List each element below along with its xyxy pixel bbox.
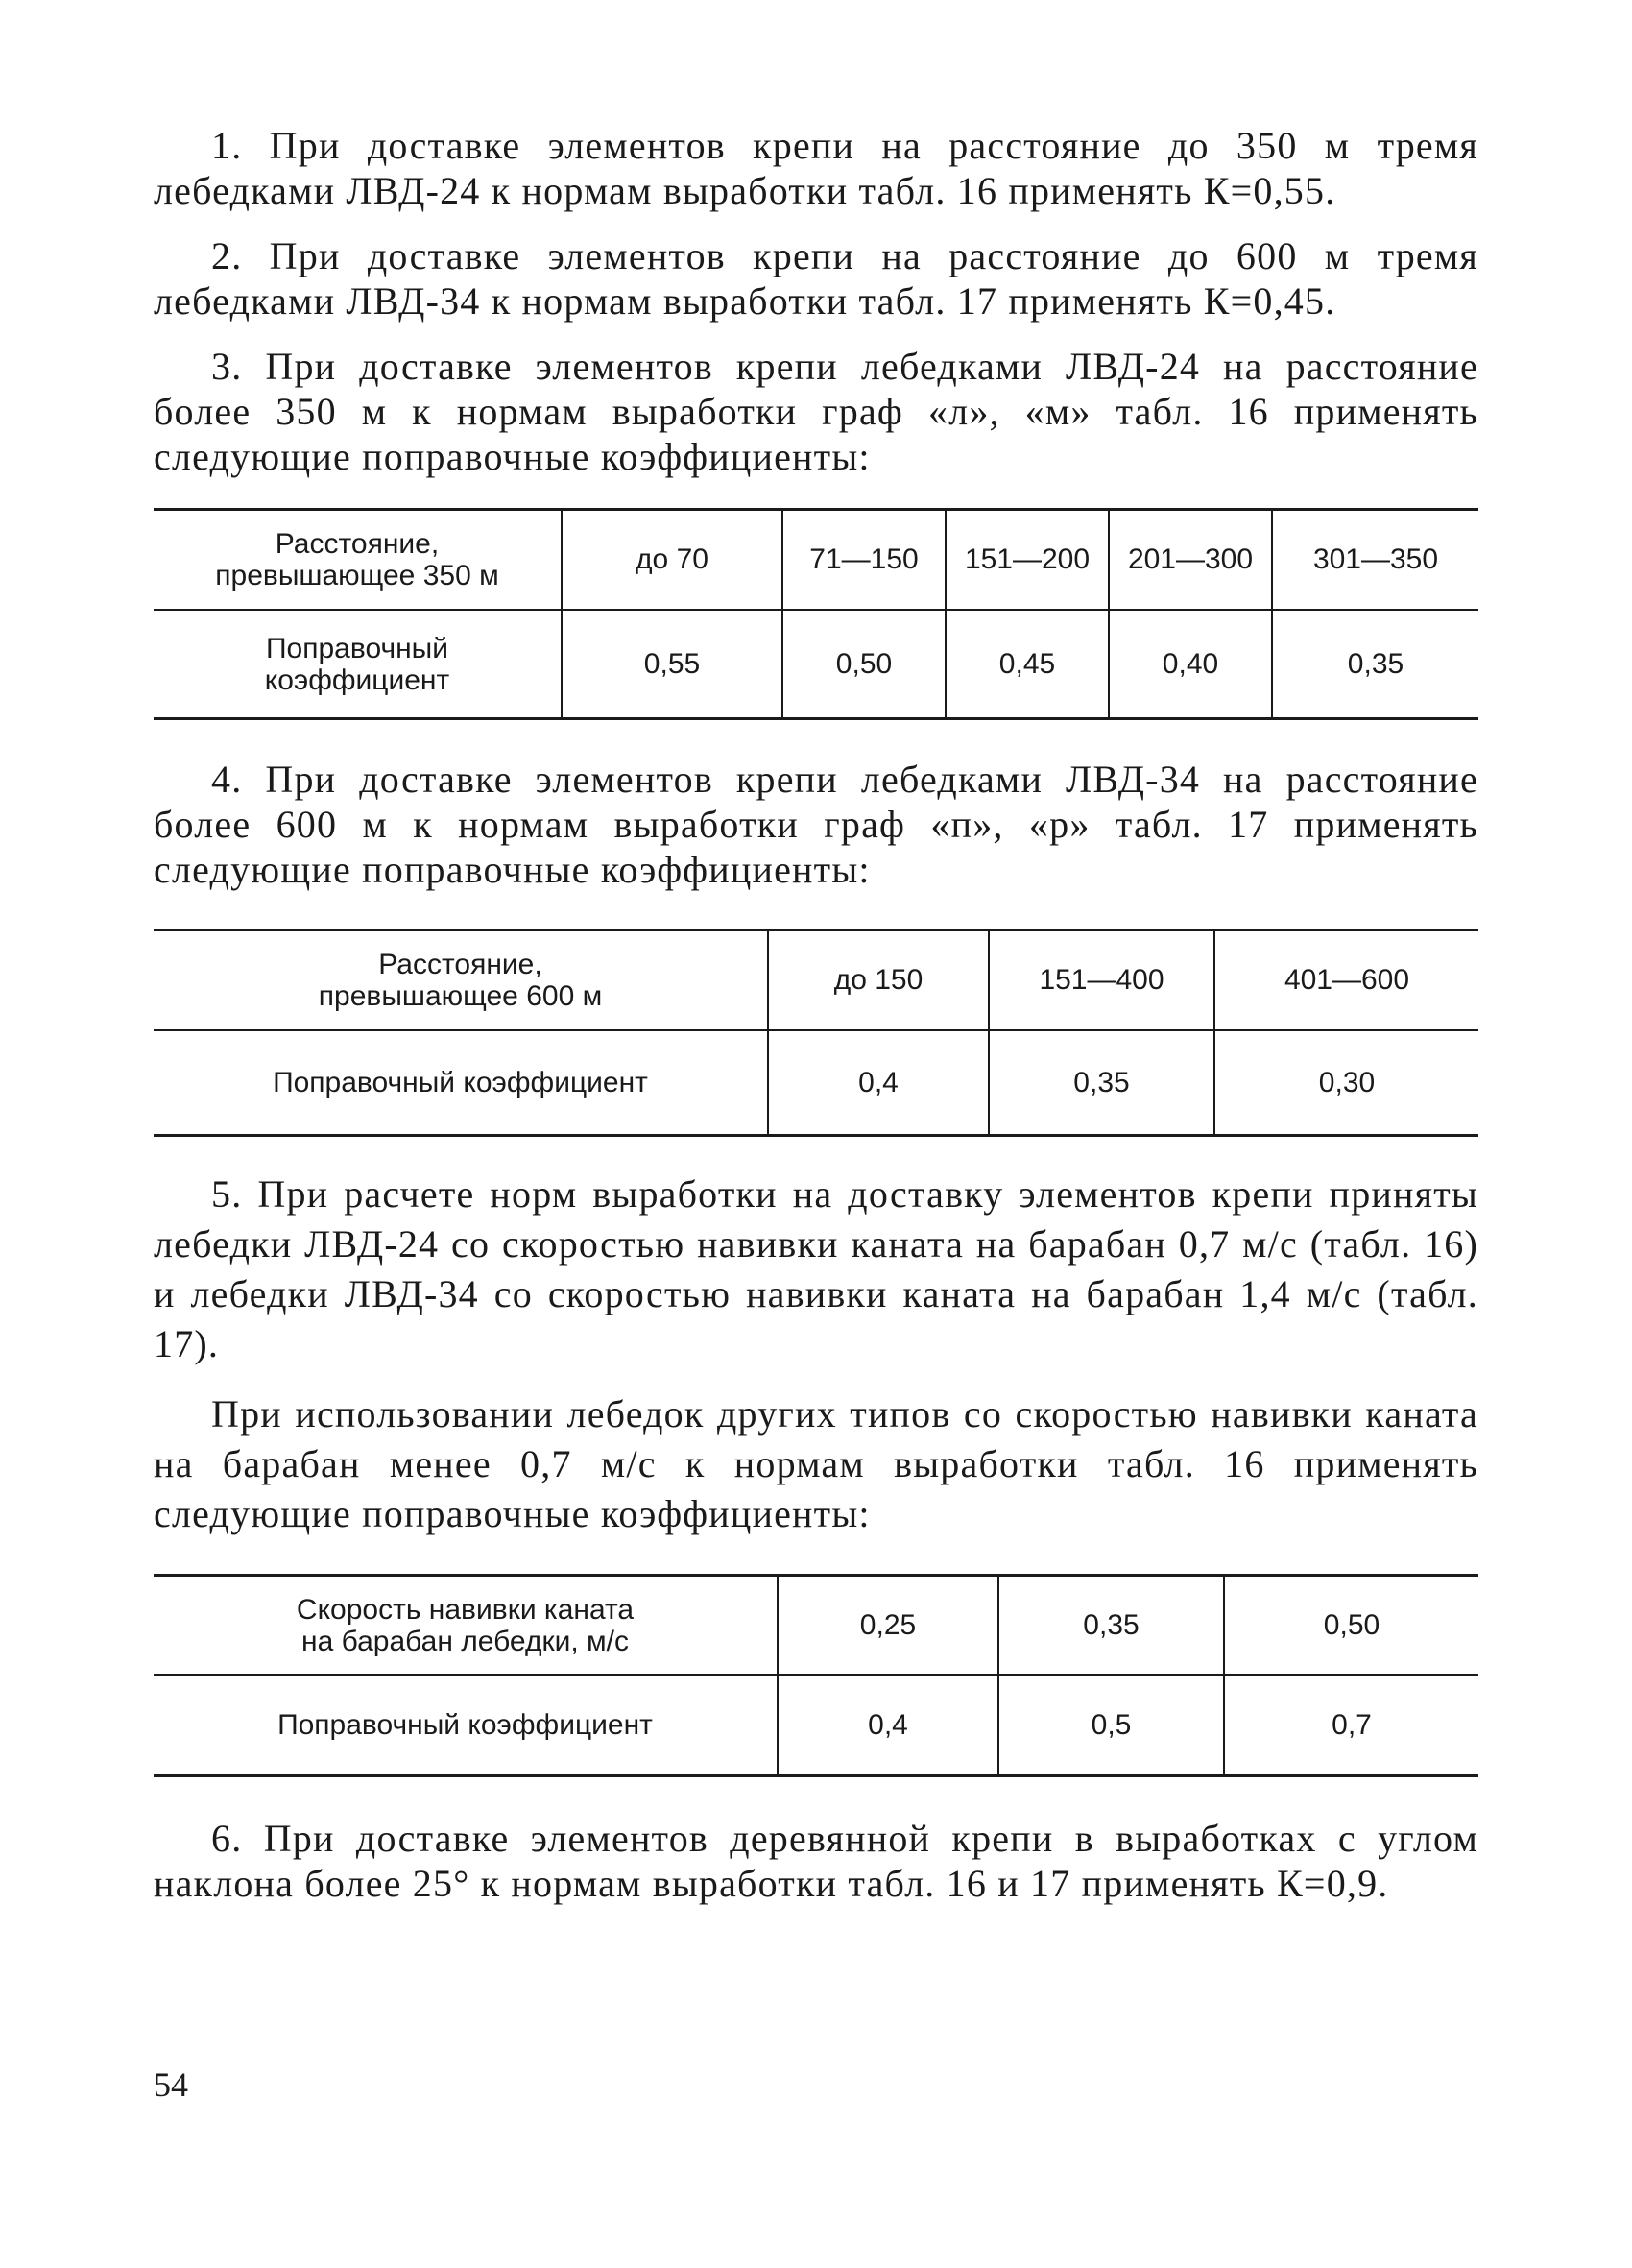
table1-coefficient-line1: Поправочный xyxy=(265,632,448,664)
table3-speed-cell: 0,25 xyxy=(778,1577,998,1675)
table3-value-cell: 0,7 xyxy=(1224,1675,1478,1774)
table1-value-cell: 0,35 xyxy=(1272,610,1478,717)
table1-range-cell: 301—350 xyxy=(1272,511,1478,610)
table3-header-line1: Скорость навивки каната xyxy=(296,1593,635,1626)
page-number: 54 xyxy=(154,2065,188,2104)
table3-value-cell: 0,5 xyxy=(998,1675,1224,1774)
paragraph-1: 1. При доставке элементов крепи на расстояние до 350 м тремя лебедками ЛВД-24 к нормам выработки табл. 16 применять К=0,55. xyxy=(154,124,1478,212)
paragraph-2: 2. При доставке элементов крепи на расстояние до 600 м тремя лебедками ЛВД-34 к нормам выработки табл. 17 применять К=0,45. xyxy=(154,234,1478,323)
coefficient-table-3 xyxy=(154,1574,1478,1777)
coefficient-table-1 xyxy=(154,508,1478,720)
table2-range-cell: 401—600 xyxy=(1214,931,1478,1030)
table2-range-cell: до 150 xyxy=(768,931,989,1030)
table1-value-cell: 0,40 xyxy=(1109,610,1272,717)
table1-coefficient-line2: коэффициент xyxy=(264,664,450,696)
table3-header-label xyxy=(154,1577,778,1675)
coefficient-table-2 xyxy=(154,929,1478,1137)
paragraph-6: 6. При доставке элементов деревянной крепи в выработках с углом наклона более 25° к нормам выработки табл. 16 и 17 применять К=0,9. xyxy=(154,1817,1478,1905)
table3-value-cell: 0,4 xyxy=(778,1675,998,1774)
table2-header-line2: превышающее 600 м xyxy=(318,980,603,1012)
table1-coefficient-label xyxy=(154,610,562,717)
table1-range-cell: 201—300 xyxy=(1109,511,1272,610)
table2-value-cell: 0,30 xyxy=(1214,1030,1478,1134)
table2-header-line1: Расстояние, xyxy=(378,949,542,980)
table3-speed-cell: 0,35 xyxy=(998,1577,1224,1675)
table3-speed-cell: 0,50 xyxy=(1224,1577,1478,1675)
page-content xyxy=(154,123,1478,1926)
table1-range-cell: 151—200 xyxy=(946,511,1109,610)
table1-header-line1: Расстояние, xyxy=(275,528,440,560)
table1-value-cell: 0,55 xyxy=(562,610,782,717)
table1-value-cell: 0,45 xyxy=(946,610,1109,717)
table3-coefficient-label: Поправочный коэффициент xyxy=(277,1709,653,1741)
table1-range-cell: до 70 xyxy=(562,511,782,610)
table1-header-label xyxy=(154,511,562,610)
table1-header-line2: превышающее 350 м xyxy=(215,560,499,591)
table2-value-cell: 0,4 xyxy=(768,1030,989,1134)
table2-value-cell: 0,35 xyxy=(989,1030,1214,1134)
paragraph-3: 3. При доставке элементов крепи лебедками ЛВД-24 на расстояние более 350 м к нормам выработки граф «л», «м» табл. 16 применять следующие поправочные коэффициенты: xyxy=(154,345,1478,478)
paragraph-5-continued: При использовании лебедок других типов со скоростью навивки каната на барабан менее 0,7 м/с к нормам выработки табл. 16 применять следующие поправочные коэффициенты: xyxy=(154,1392,1478,1535)
paragraph-5: 5. При расчете норм выработки на доставку элементов крепи приняты лебедки ЛВД-24 со скоростью навивки каната на барабан 0,7 м/с (табл. 16) и лебедки ЛВД-34 со скоростью навивки каната на барабан 1,4 м/с (табл. 17). xyxy=(154,1172,1478,1365)
table2-coefficient-label: Поправочный коэффициент xyxy=(273,1067,648,1098)
table2-range-cell: 151—400 xyxy=(989,931,1214,1030)
table2-header-label xyxy=(154,931,768,1030)
table1-range-cell: 71—150 xyxy=(782,511,946,610)
paragraph-4: 4. При доставке элементов крепи лебедками ЛВД-34 на расстояние более 600 м к нормам выработки граф «п», «р» табл. 17 применять следующие поправочные коэффициенты: xyxy=(154,758,1478,891)
table3-header-line2: на барабан лебедки, м/с xyxy=(301,1625,629,1657)
table1-value-cell: 0,50 xyxy=(782,610,946,717)
